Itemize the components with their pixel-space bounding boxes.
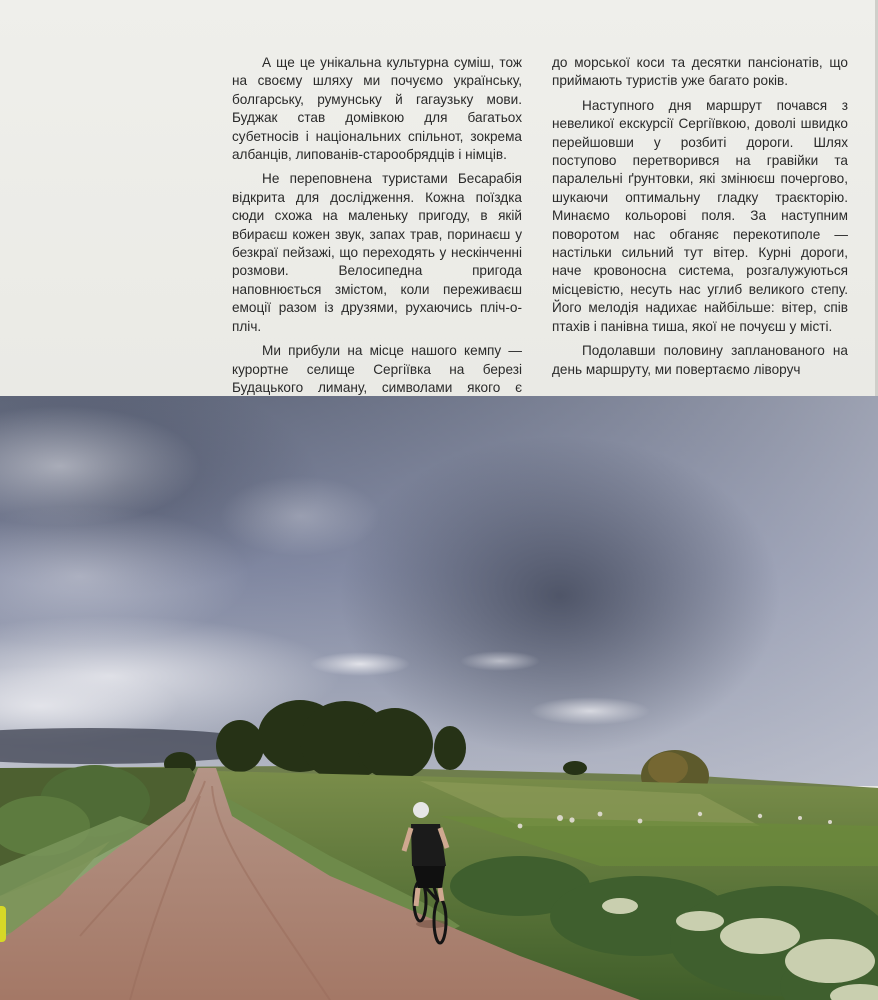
paragraph: Не переповнена туристами Бесарабія відкрита для дослідження. Кожна поїздка сюди схожа на маленьку пригоду, в якій вбираєш кожен звук, запах трав, поринаєш у безкраї пейзажі, що переходять у нескінченні розмови. Велосипедна пригода наповнюється змістом, коли переживаєш емоції разом із друзями, рухаючись пліч-о-пліч. <box>232 171 522 334</box>
paragraph: Ми прибули на місце нашого кемпу — курортне селище Сергіївка на березі Будацького лиману, символами якого є <box>232 343 522 395</box>
paragraph: Наступного дня маршрут почався з невеликої екскурсії Сергіївкою, доволі швидко перейшовши у розбиті дороги. Шлях поступово перетворився на гравійки та паралельні ґрунтовки, які змінюєш почергово, шукаючи оптимальну гладку траєкторію. Минаємо кольорові поля. За наступним поворотом нас обганяє перекотиполе — настільки сильний тут вітер. Курні дороги, наче кровоносна система, розгалужуються місцевістю, несуть нас углиб великого степу. Його мелодія надихає найбільше: вітер, спів птахів і панівна тиша, якої не почуєш у місті. <box>552 97 848 334</box>
paragraph: до морської коси та десятки пансіонатів, що приймають туристів уже багато років. <box>552 55 848 89</box>
landscape-photo-icon <box>0 396 878 1000</box>
paragraph: А ще це унікальна культурна суміш, тож на своєму шляху ми почуємо українську, болгарську, румунську й гагаузьку мови. Буджак став домівкою для багатьох субетносів і національних спільнот, зокрема албанців, липованів-старообрядців і німців. <box>232 55 522 163</box>
text-column-left <box>232 54 522 416</box>
paragraph: Подолавши половину запланованого на день маршруту, ми повертаємо ліворуч <box>552 343 848 377</box>
page-edge-tab <box>0 906 6 942</box>
text-column-right <box>552 54 848 379</box>
